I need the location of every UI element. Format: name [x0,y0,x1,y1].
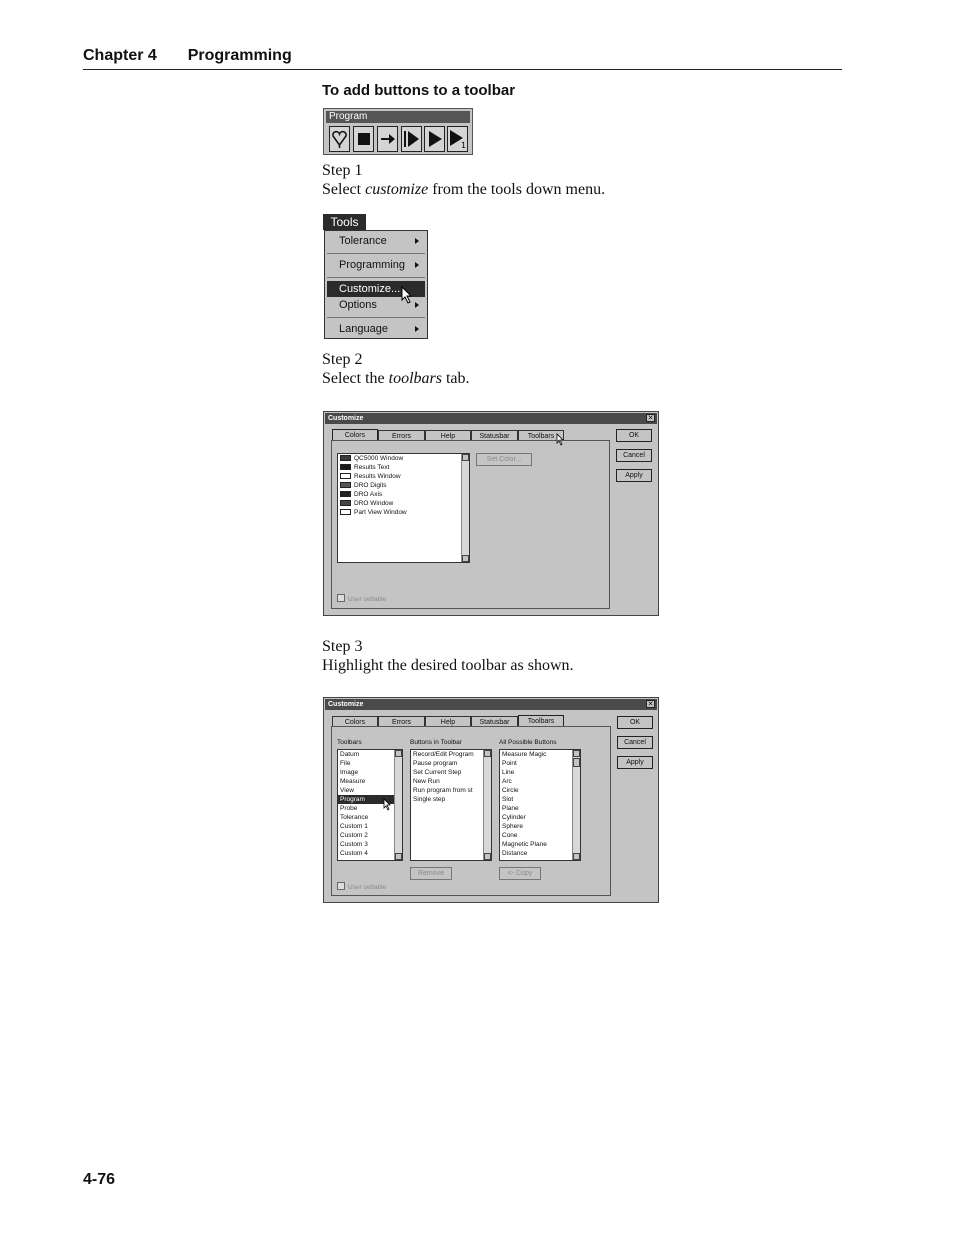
tab-toolbars[interactable]: Toolbars [518,715,564,727]
scroll-up-icon[interactable] [573,750,580,757]
step-2-text [322,369,470,388]
step-3 [322,637,574,675]
list-item[interactable]: Point [502,760,517,767]
list-item[interactable]: Cone [502,832,518,839]
scroll-down-icon[interactable] [462,555,469,562]
color-swatch [340,464,351,470]
step-2-pre: Select the [322,370,389,387]
submenu-arrow-icon [415,302,419,308]
user-settable-checkbox[interactable] [337,594,386,603]
customize-dialog-toolbars [323,697,659,903]
list-item[interactable]: Arc [502,778,512,785]
menu-item-language[interactable] [327,321,425,337]
menu-item-tolerance[interactable] [327,233,425,249]
list-item[interactable]: File [340,760,351,767]
all-possible-buttons-listbox[interactable] [499,749,581,861]
list-item[interactable]: Custom 2 [340,832,368,839]
list-item[interactable]: Plane [502,805,519,812]
color-swatch [340,473,351,479]
list-item[interactable]: View [340,787,354,794]
step-2-label: Step 2 [322,351,363,368]
list-scrollbar[interactable] [572,750,580,860]
list-item[interactable]: Custom 4 [340,850,368,857]
step-2 [322,350,470,388]
tab-errors[interactable]: Errors [378,430,425,441]
menu-separator [327,277,425,278]
list-scrollbar[interactable] [483,750,491,860]
user-settable-checkbox[interactable] [337,882,386,891]
list-item[interactable] [338,499,469,508]
list-item[interactable]: Probe [340,805,358,812]
cancel-button[interactable]: Cancel [616,449,652,462]
menu-separator [327,317,425,318]
list-item[interactable]: Line [502,769,515,776]
menu-item-programming[interactable] [327,257,425,273]
scroll-down-icon[interactable] [395,853,402,860]
step-play-icon[interactable] [401,126,422,152]
list-item[interactable]: Cylinder [502,814,526,821]
list-item-label: Part View Window [354,509,407,516]
tab-colors[interactable]: Colors [332,716,378,727]
arrow-right-icon[interactable] [377,126,398,152]
tools-menu-title[interactable]: Tools [323,214,366,230]
list-item-label: DRO Window [354,500,394,507]
all-possible-buttons-label: All Possible Buttons [499,739,557,746]
step-1-label: Step 1 [322,162,363,179]
step-2-em: toolbars [388,370,442,387]
scroll-thumb[interactable] [573,758,580,767]
program-toolbar [323,108,473,155]
step-1-pre: Select [322,181,366,198]
step-3-text: Highlight the desired toolbar as shown. [322,657,574,674]
list-item[interactable]: Tolerance [340,814,369,821]
copy-button[interactable]: <- Copy [499,867,541,880]
dialog-title: Customize [325,413,657,424]
step-1-post: from the tools down menu. [428,181,606,198]
checkbox-box[interactable] [337,882,345,890]
list-scrollbar[interactable] [461,454,469,562]
section-label: Programming [187,47,292,64]
tab-help[interactable]: Help [425,430,471,441]
mouse-cursor-icon [401,286,413,304]
scroll-up-icon[interactable] [484,750,491,757]
buttons-in-toolbar-listbox[interactable] [410,749,492,861]
stop-icon[interactable] [353,126,374,152]
ok-button[interactable]: OK [617,716,653,729]
list-item[interactable]: Sphere [502,823,523,830]
menu-item-label: Language [339,323,388,335]
list-item[interactable]: Custom 1 [340,823,368,830]
list-item[interactable]: Image [340,769,359,776]
list-item[interactable] [338,490,469,499]
set-color-button[interactable]: Set Color... [476,453,532,466]
list-item-label: QC5000 Window [354,455,404,462]
tab-help[interactable]: Help [425,716,471,727]
scroll-up-icon[interactable] [462,454,469,461]
tab-statusbar[interactable]: Statusbar [471,716,518,727]
list-item[interactable]: Measure Magic [502,751,547,758]
step-3-label: Step 3 [322,638,363,655]
list-scrollbar[interactable] [394,750,402,860]
list-item-label: Results Text [354,464,390,471]
list-item[interactable]: Magnetic Plane [502,841,547,848]
list-item[interactable]: Slot [502,796,514,803]
step-1-text [322,180,605,199]
close-icon[interactable]: ✕ [647,415,654,422]
list-item[interactable] [338,508,469,517]
list-item[interactable] [338,463,469,472]
color-swatch [340,509,351,515]
list-item[interactable]: Distance [502,850,528,857]
play-one-icon[interactable] [447,126,468,152]
step-1 [322,161,605,199]
remove-button[interactable]: Remove [410,867,452,880]
list-item[interactable] [338,472,469,481]
checkbox-label: User settable [348,884,387,891]
play-icon[interactable] [424,126,445,152]
list-item[interactable]: Measure [340,778,366,785]
color-swatch [340,455,351,461]
list-item[interactable] [338,454,469,463]
list-item-label: DRO Digits [354,482,387,489]
menu-separator [327,253,425,254]
submenu-arrow-icon [415,262,419,268]
list-item[interactable] [338,481,469,490]
checkbox-box[interactable] [337,594,345,602]
tab-errors[interactable]: Errors [378,716,425,727]
play-one-badge: 1 [460,141,466,149]
toolbars-label: Toolbars [337,739,362,746]
colors-panel [331,440,610,609]
page-number: 4-76 [83,1171,116,1188]
dialog-title: Customize [325,699,657,710]
checkbox-label: User settable [348,596,387,603]
list-item-label: DRO Axis [354,491,383,498]
list-item[interactable]: Single step [413,796,446,803]
scroll-up-icon[interactable] [395,750,402,757]
customize-dialog-colors [323,411,659,616]
menu-item-label: Programming [339,259,406,271]
menu-item-label: Tolerance [339,235,387,247]
toolbars-panel [331,726,611,896]
menu-item-label: Customize... [339,283,401,295]
list-item[interactable]: New Run [413,778,440,785]
tab-statusbar[interactable]: Statusbar [471,430,518,441]
list-item-label: Results Window [354,473,401,480]
running-header [83,47,292,65]
submenu-arrow-icon [415,326,419,332]
list-item[interactable]: Datum [340,751,360,758]
scroll-down-icon[interactable] [573,853,580,860]
tools-menu [324,230,428,339]
toolbars-listbox[interactable] [337,749,403,861]
ok-button[interactable]: OK [616,429,652,442]
chapter-label: Chapter 4 [83,47,157,64]
list-item-selected[interactable]: Program [338,795,402,804]
list-item[interactable]: Pause program [413,760,458,767]
color-swatch [340,482,351,488]
submenu-arrow-icon [415,238,419,244]
step-1-em: customize [365,181,429,198]
list-item[interactable]: Run program from st [413,787,473,794]
apply-button[interactable]: Apply [616,469,652,482]
list-item[interactable]: Record/Edit Program [413,751,474,758]
buttons-in-toolbar-label: Buttons in Toolbar [410,739,462,746]
list-item[interactable]: Set Current Step [413,769,462,776]
program-toolbar-title: Program [326,111,470,123]
cancel-button[interactable]: Cancel [617,736,653,749]
menu-item-label: Options [339,299,377,311]
list-item[interactable]: Custom 3 [340,841,368,848]
mouse-cursor-icon [383,798,392,811]
color-listbox[interactable] [337,453,470,563]
header-rule [83,69,842,70]
probe-icon[interactable] [329,126,350,152]
close-icon[interactable]: ✕ [647,701,654,708]
scroll-down-icon[interactable] [484,853,491,860]
list-item[interactable]: Circle [502,787,519,794]
tab-colors[interactable]: Colors [332,429,378,441]
apply-button[interactable]: Apply [617,756,653,769]
tab-toolbars[interactable]: Toolbars [518,430,564,441]
color-swatch [340,500,351,506]
color-swatch [340,491,351,497]
procedure-title: To add buttons to a toolbar [322,82,516,99]
step-2-post: tab. [441,370,470,387]
